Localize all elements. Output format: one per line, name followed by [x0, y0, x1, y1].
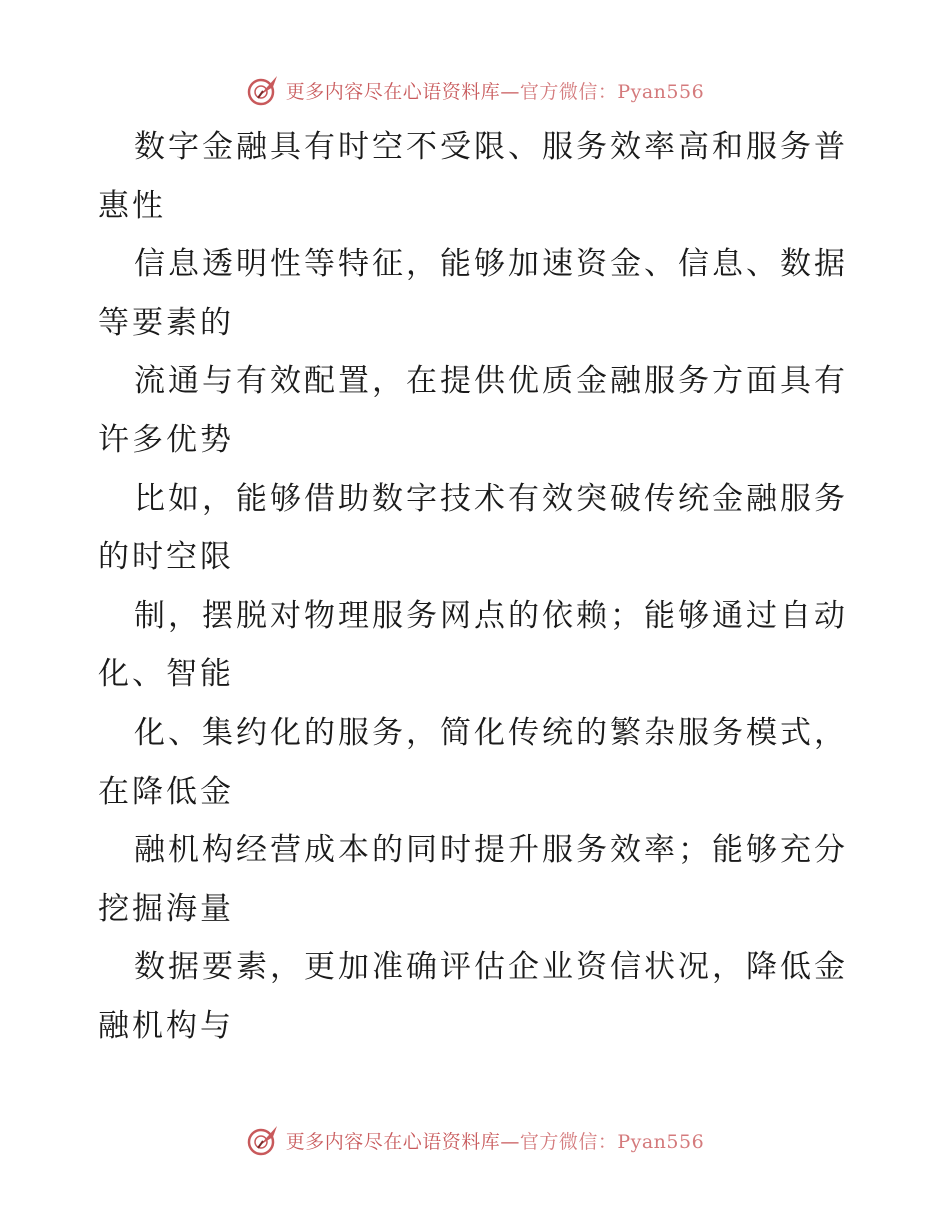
banner-main-text: 更多内容尽在心语资料库	[285, 80, 501, 103]
text-line: 比如，能够借助数字技术有效突破传统金融服务	[134, 480, 848, 517]
banner-wechat-label: 官方微信：	[519, 80, 618, 103]
document-body	[98, 118, 858, 1056]
text-line: 信息透明性等特征，能够加速资金、信息、数据	[134, 246, 848, 283]
text-line: 数据要素，更加准确评估企业资信状况，降低金	[134, 949, 848, 986]
text-line: 在降低金	[98, 773, 234, 810]
footer-banner	[0, 1120, 950, 1160]
banner-main-text: 更多内容尽在心语资料库	[285, 1130, 501, 1153]
text-line: 融机构经营成本的同时提升服务效率；能够充分	[134, 832, 848, 869]
text-line: 等要素的	[98, 304, 234, 341]
banner-wechat-id: Pyan556	[617, 1130, 705, 1153]
text-line: 化、智能	[98, 656, 234, 693]
header-banner	[0, 70, 950, 110]
text-line: 融机构与	[98, 1007, 234, 1044]
banner-dash: —	[500, 1130, 520, 1153]
quill-pen-logo-icon	[246, 73, 280, 107]
banner-dash: —	[500, 80, 520, 103]
text-line: 制，摆脱对物理服务网点的依赖；能够通过自动	[134, 597, 848, 634]
text-line: 数字金融具有时空不受限、服务效率高和服务普	[134, 129, 848, 165]
text-line: 的时空限	[98, 539, 234, 576]
text-line: 惠性	[98, 187, 166, 224]
banner-text	[286, 77, 704, 104]
text-line: 许多优势	[98, 421, 234, 458]
banner-text	[286, 1127, 704, 1154]
banner-wechat-id: Pyan556	[617, 80, 705, 103]
text-line: 化、集约化的服务，简化传统的繁杂服务模式，	[134, 714, 848, 751]
quill-pen-logo-icon	[246, 1123, 280, 1157]
text-line: 挖掘海量	[98, 890, 234, 927]
text-line: 流通与有效配置，在提供优质金融服务方面具有	[134, 363, 848, 400]
banner-wechat-label: 官方微信：	[519, 1130, 618, 1153]
